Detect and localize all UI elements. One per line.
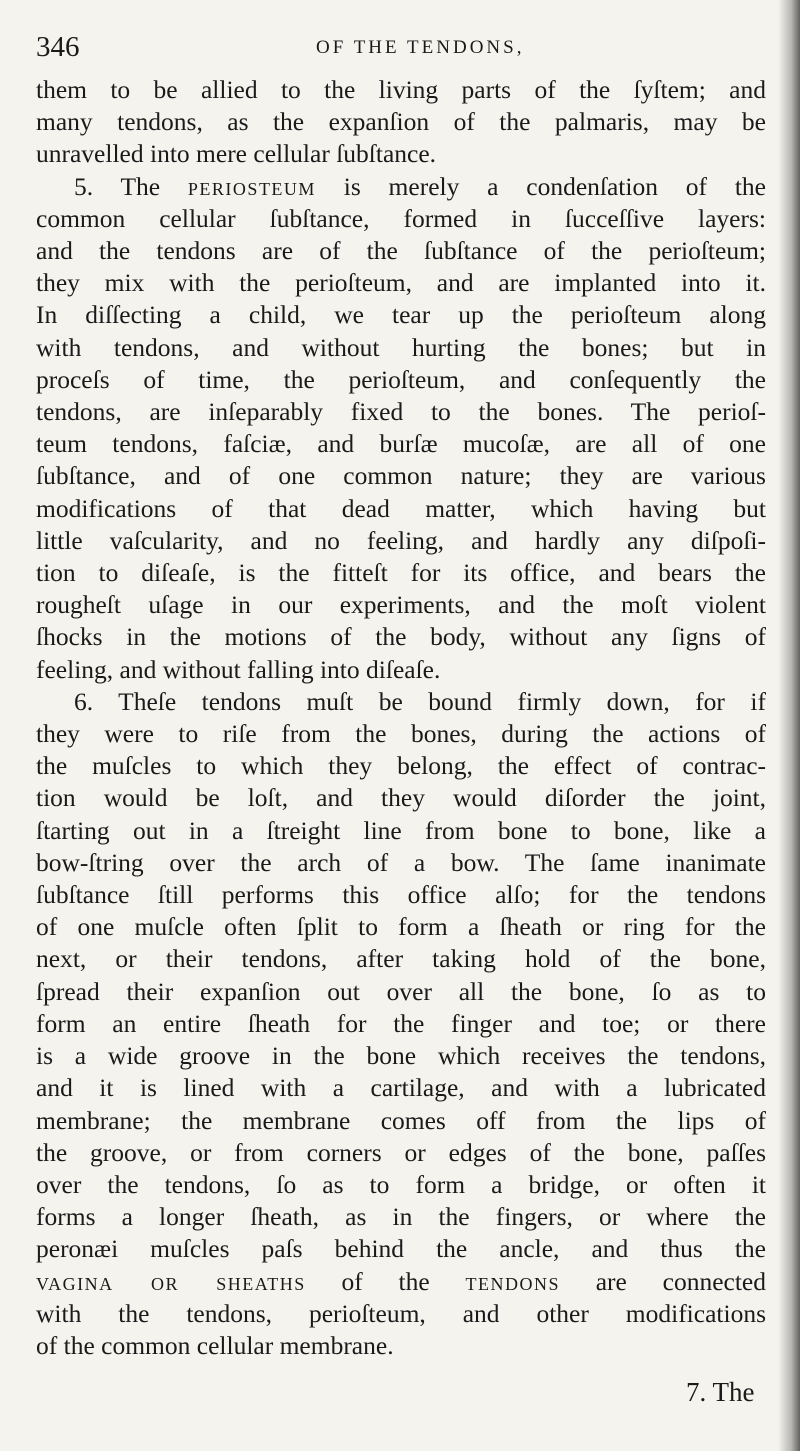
text-line: the muſcles to which they belong, the effect of contrac-: [36, 751, 766, 781]
term-sheaths: sheaths: [216, 1266, 306, 1296]
text-line: tion to diſeaſe, is the fitteſt for its office, and bears the: [36, 558, 766, 588]
text-line: the groove, or from corners or edges of the bone, paſſes: [36, 1137, 766, 1167]
paragraph-5-lead: [36, 171, 766, 203]
text-line: next, or their tendons, after taking hold of the bone,: [36, 944, 766, 974]
catchword: 7. The: [686, 1377, 755, 1407]
text-line: forms a longer ſheath, as in the fingers, or where the: [36, 1202, 766, 1232]
paragraph-number: 5.: [74, 171, 94, 201]
text-line: ſubſtance, and of one common nature; they are various: [36, 461, 766, 491]
text-line: tion would be loſt, and they would diſorder the joint,: [36, 783, 766, 813]
paragraph-number: 6.: [74, 686, 94, 716]
text-line: peronæi muſcles paſs behind the ancle, and thus the: [36, 1234, 766, 1264]
text-line: rougheſt uſage in our experiments, and the moſt violent: [36, 590, 766, 620]
text-line: with the tendons, perioſteum, and other modifications: [36, 1298, 766, 1328]
text-line: common cellular ſubſtance, formed in ſucceſſive layers:: [36, 203, 766, 233]
connector-text: or: [113, 1266, 217, 1296]
text-line: bow-ſtring over the arch of a bow. The ſame inanimate: [36, 847, 766, 877]
text-line: with tendons, and without hurting the bones; but in: [36, 332, 766, 362]
text-line: teum tendons, faſciæ, and burſæ mucoſæ, are all of one: [36, 429, 766, 459]
lead-text: Theſe tendons muſt be bound firmly down, for if: [118, 686, 766, 716]
body-text: [36, 74, 766, 1362]
text-line: modifications of that dead matter, which having but: [36, 493, 766, 523]
text-line: them to be allied to the living parts of the ſyſtem; and: [36, 75, 766, 104]
text-line: form an entire ſheath for the finger and toe; or there: [36, 1008, 766, 1038]
lead-text-rest: is merely a condenſation of the: [315, 171, 766, 201]
text-line: feeling, and without falling into diſeaſe.: [36, 654, 441, 684]
text-line: In diſſecting a child, we tear up the perioſteum along: [36, 300, 766, 330]
lead-text: The: [120, 171, 188, 201]
text-line: little vaſcularity, and no feeling, and hardly any diſpoſi-: [36, 525, 766, 555]
page-edge-shadow: [778, 0, 800, 1451]
paragraph-6-lead: [36, 686, 766, 718]
text-line: is a wide groove in the bone which receives the tendons,: [36, 1041, 766, 1071]
text-line: and it is lined with a cartilage, and with a lubricated: [36, 1073, 766, 1103]
text-line: over the tendons, ſo as to form a bridge, or often it: [36, 1169, 766, 1199]
text-line: tendons, are inſeparably fixed to the bones. The perioſ-: [36, 397, 766, 427]
text-line: membrane; the membrane comes off from the lips of: [36, 1105, 766, 1135]
small-caps-line: [36, 1266, 766, 1298]
text-line: many tendons, as the expanſion of the palmaris, may be: [36, 107, 766, 137]
connector-text: of the: [305, 1266, 466, 1296]
term-vagina: vagina: [36, 1266, 114, 1296]
text-line: unravelled into mere cellular ſubſtance.: [36, 139, 437, 169]
text-line: ſubſtance ſtill performs this office alſo; for the tendons: [36, 880, 766, 910]
line-rest: are connected: [559, 1266, 766, 1296]
text-line: they were to riſe from the bones, during the actions of: [36, 719, 766, 749]
text-line: ſpread their expanſion out over all the bone, ſo as to: [36, 976, 766, 1006]
text-line: proceſs of time, the perioſteum, and conſequently the: [36, 364, 766, 394]
term-tendons: tendons: [465, 1266, 560, 1296]
text-line: they mix with the perioſteum, and are implanted into it.: [36, 268, 766, 298]
text-line: of one muſcle often ſplit to form a ſheath or ring for the: [36, 912, 766, 942]
text-line: ſhocks in the motions of the body, without any ſigns of: [36, 622, 766, 652]
running-title: OF THE TENDONS,: [316, 37, 525, 58]
term-periosteum: periosteum: [187, 171, 316, 201]
page-number: 346: [36, 31, 80, 63]
text-line: and the tendons are of the ſubſtance of the perioſteum;: [36, 236, 766, 266]
page-header: [36, 30, 756, 64]
text-line: ſtarting out in a ſtreight line from bone to bone, like a: [36, 815, 766, 845]
text-line: of the common cellular membrane.: [36, 1330, 394, 1360]
